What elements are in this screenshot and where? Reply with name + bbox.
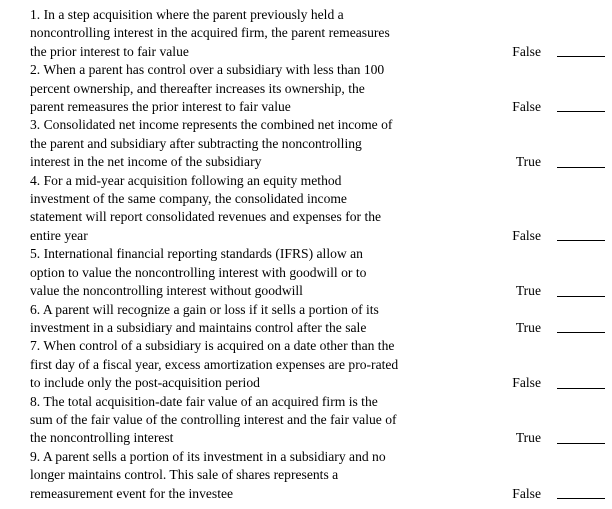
true-false-question-list bbox=[30, 6, 605, 503]
question-text: 8. The total acquisition-date fair value of an acquired firm is the sum of the fair value of the controlling interest and the fair value of the noncontrolling interest bbox=[30, 393, 397, 446]
question-text: 2. When a parent has control over a subsidiary with less than 100 percent ownership, and thereafter increases its ownership, the parent remeasures the prior interest to fair value bbox=[30, 62, 385, 115]
question-text: 7. When control of a subsidiary is acquired on a date other than the first day of a fiscal year, excess amortization expenses are pro-rated to include only the post-acquisition period bbox=[30, 338, 399, 391]
question-text: 1. In a step acquisition where the parent previously held a noncontrolling interest in the acquired firm, the parent remeasures the prior interest to fair value bbox=[30, 7, 390, 59]
answer-blank[interactable] bbox=[557, 388, 605, 389]
answer-blank[interactable] bbox=[557, 498, 605, 499]
question-item bbox=[30, 245, 605, 300]
answer-value: True bbox=[515, 283, 541, 299]
answer-area bbox=[475, 153, 605, 171]
answer-value: False bbox=[512, 99, 541, 115]
answer-blank[interactable] bbox=[557, 240, 605, 241]
question-item bbox=[30, 116, 605, 171]
answer-blank[interactable] bbox=[557, 332, 605, 333]
question-item bbox=[30, 448, 605, 503]
question-item bbox=[30, 61, 605, 116]
answer-area bbox=[475, 485, 605, 503]
question-text: 3. Consolidated net income represents the combined net income of the parent and subsidiary after subtracting the noncontrolling interest in the net income of the subsidiary bbox=[30, 117, 393, 170]
answer-blank[interactable] bbox=[557, 56, 605, 57]
answer-value: False bbox=[512, 485, 541, 501]
answer-area bbox=[475, 227, 605, 245]
answer-area bbox=[475, 98, 605, 116]
answer-blank[interactable] bbox=[557, 296, 605, 297]
question-item bbox=[30, 301, 605, 338]
answer-blank[interactable] bbox=[557, 443, 605, 444]
answer-value: False bbox=[512, 375, 541, 391]
answer-area bbox=[475, 429, 605, 447]
question-item bbox=[30, 172, 605, 246]
answer-blank[interactable] bbox=[557, 111, 605, 112]
answer-value: True bbox=[515, 319, 541, 335]
answer-area bbox=[475, 319, 605, 337]
question-item bbox=[30, 393, 605, 448]
answer-area bbox=[475, 374, 605, 392]
answer-value: True bbox=[515, 430, 541, 446]
answer-value: True bbox=[515, 154, 541, 170]
question-text: 4. For a mid-year acquisition following an equity method investment of the same company, the consolidated income statement will report consolidated revenues and expenses for the entire year bbox=[30, 172, 382, 243]
answer-area bbox=[475, 43, 605, 61]
answer-area bbox=[475, 282, 605, 300]
question-item bbox=[30, 6, 605, 61]
answer-blank[interactable] bbox=[557, 167, 605, 168]
question-item bbox=[30, 337, 605, 392]
answer-value: False bbox=[512, 227, 541, 243]
question-text: 9. A parent sells a portion of its investment in a subsidiary and no longer maintains control. This sale of shares represents a remeasurement event for the investee bbox=[30, 448, 386, 501]
question-text: 5. International financial reporting standards (IFRS) allow an option to value the noncontrolling interest with goodwill or to value the noncontrolling interest without goodwill bbox=[30, 246, 367, 299]
question-text: 6. A parent will recognize a gain or loss if it sells a portion of its investment in a subsidiary and maintains control after the sale bbox=[30, 301, 379, 335]
answer-value: False bbox=[512, 43, 541, 59]
